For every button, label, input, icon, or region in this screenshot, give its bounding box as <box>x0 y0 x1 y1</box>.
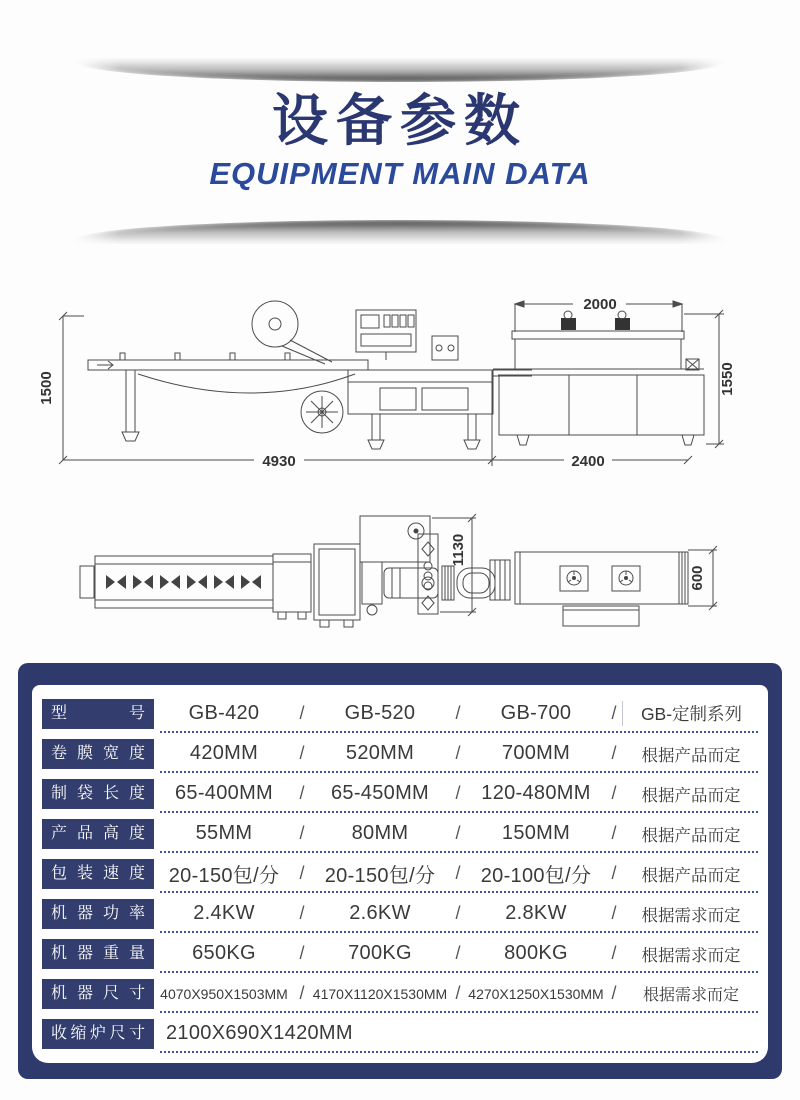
table-row-machine-power <box>42 894 760 934</box>
value-separator: / <box>455 743 461 764</box>
value-separator: / <box>299 783 305 804</box>
table-row-model <box>42 694 760 734</box>
row-label: 卷膜宽度 <box>42 739 154 769</box>
spec-table <box>18 663 782 1079</box>
value-separator: / <box>455 983 461 1004</box>
row-value: 根据需求而定 <box>642 987 739 1005</box>
row-value: 80MM <box>351 822 409 845</box>
row-value: 700MM <box>501 742 571 765</box>
diagram-side-view <box>20 274 780 474</box>
value-separator: / <box>611 823 617 844</box>
value-separator: / <box>611 903 617 924</box>
tunnel-control-box <box>563 606 639 626</box>
wrapper-plan <box>273 516 495 627</box>
row-value: GB-420 <box>188 702 260 725</box>
table-row-packing-speed <box>42 854 760 894</box>
row-value: 根据需求而定 <box>641 906 741 925</box>
infeed-arrow <box>97 361 113 369</box>
tunnel-base <box>499 375 704 435</box>
value-separator: / <box>299 983 305 1004</box>
discharge-head <box>418 534 438 614</box>
row-value: 120-480MM <box>481 782 591 805</box>
row-value: 根据产品而定 <box>641 866 741 885</box>
value-separator: / <box>455 703 461 724</box>
row-value: 55MM <box>195 822 253 845</box>
value-separator: / <box>611 863 617 884</box>
row-value: 65-450MM <box>331 782 429 805</box>
row-value: GB-520 <box>344 702 416 725</box>
value-separator: / <box>611 743 617 764</box>
row-value: 2.6KW <box>349 902 411 925</box>
shrink-tunnel-plan <box>490 546 717 626</box>
row-label: 机器重量 <box>42 939 154 969</box>
row-value: 根据产品而定 <box>641 826 741 845</box>
row-label: 机器尺寸 <box>42 979 154 1009</box>
row-value: 2100X690X1420MM <box>166 1022 353 1045</box>
value-separator: / <box>299 943 305 964</box>
row-label: 包装速度 <box>42 859 154 889</box>
infeed-conveyor <box>88 360 368 370</box>
row-label: 型号 <box>42 699 154 729</box>
header-shadow-bottom <box>74 220 726 244</box>
infeed-conveyor-plan <box>80 556 273 608</box>
film-curtain-curve <box>138 374 355 393</box>
dim-label-600: 600 <box>689 565 706 591</box>
tunnel-motor-icon <box>556 311 581 331</box>
dim-label-1550: 1550 <box>719 361 736 396</box>
diagram-top-view <box>20 504 780 649</box>
dim-machine-height <box>38 312 84 464</box>
tunnel-fan-icon <box>560 566 588 591</box>
row-value: 800KG <box>504 942 568 965</box>
conveyor-lugs <box>106 575 261 589</box>
wrapper-body <box>348 370 493 414</box>
page <box>0 58 800 1100</box>
row-value: 2.4KW <box>193 902 255 925</box>
value-separator: / <box>455 903 461 924</box>
table-row-machine-size <box>42 974 760 1014</box>
table-row-shrink-oven-size <box>42 1014 760 1054</box>
value-separator: / <box>299 703 305 724</box>
value-separator: / <box>299 863 305 884</box>
table-row-product-height <box>42 814 760 854</box>
row-value: 20-100包/分 <box>480 865 592 888</box>
row-value: 20-150包/分 <box>168 865 280 888</box>
page-subtitle: EQUIPMENT MAIN DATA <box>209 155 591 191</box>
spec-table-inner <box>32 685 768 1063</box>
header-shadow-top <box>74 58 726 82</box>
value-separator: / <box>299 743 305 764</box>
row-value: 520MM <box>345 742 415 765</box>
row-value: 700KG <box>348 942 412 965</box>
dim-machine-width <box>432 514 476 616</box>
row-value: 4070X950X1503MM <box>160 985 288 1002</box>
table-row-machine-weight <box>42 934 760 974</box>
row-value: 4170X1120X1530MM <box>312 985 448 1002</box>
row-label: 收缩炉尺寸 <box>42 1019 154 1049</box>
row-value: GB-定制系列 <box>622 701 760 726</box>
value-separator: / <box>611 783 617 804</box>
value-separator: / <box>299 903 305 924</box>
row-value: 65-400MM <box>175 782 273 805</box>
value-separator: / <box>299 823 305 844</box>
row-value: 4270X1250X1530MM <box>468 985 604 1002</box>
row-label: 产品高度 <box>42 819 154 849</box>
row-value: 2.8KW <box>505 902 567 925</box>
film-cradle-plan <box>360 516 430 562</box>
value-separator: / <box>455 943 461 964</box>
value-separator: / <box>455 863 461 884</box>
page-title: 设备参数 <box>272 89 528 152</box>
tunnel-hood <box>512 331 684 339</box>
row-label: 机器功率 <box>42 899 154 929</box>
table-row-bag-length <box>42 774 760 814</box>
row-value: 20-150包/分 <box>324 865 436 888</box>
table-row-film-width <box>42 734 760 774</box>
row-value: GB-700 <box>500 702 572 725</box>
dim-label-1130: 1130 <box>450 533 467 566</box>
tunnel-fan-icon <box>612 566 640 591</box>
value-separator: / <box>611 983 617 1004</box>
row-value: 根据产品而定 <box>641 746 741 765</box>
dim-baseline <box>63 370 692 470</box>
row-value: 420MM <box>189 742 259 765</box>
value-separator: / <box>611 943 617 964</box>
dim-label-2000: 2000 <box>583 295 617 313</box>
flow-wrapper-machine <box>88 301 532 449</box>
value-separator: / <box>611 703 617 724</box>
value-separator: / <box>455 783 461 804</box>
tunnel-motor-icon <box>610 311 635 331</box>
dim-label-1500: 1500 <box>38 370 55 405</box>
dim-label-4930: 4930 <box>262 452 296 470</box>
shrink-tunnel-side <box>493 296 736 448</box>
row-value: 650KG <box>192 942 256 965</box>
dim-label-2400: 2400 <box>571 452 605 470</box>
row-value: 150MM <box>501 822 571 845</box>
row-value: 根据需求而定 <box>641 946 741 965</box>
row-label: 制袋长度 <box>42 779 154 809</box>
value-separator: / <box>455 823 461 844</box>
machine-leg <box>126 370 135 432</box>
row-value: 根据产品而定 <box>641 786 741 805</box>
